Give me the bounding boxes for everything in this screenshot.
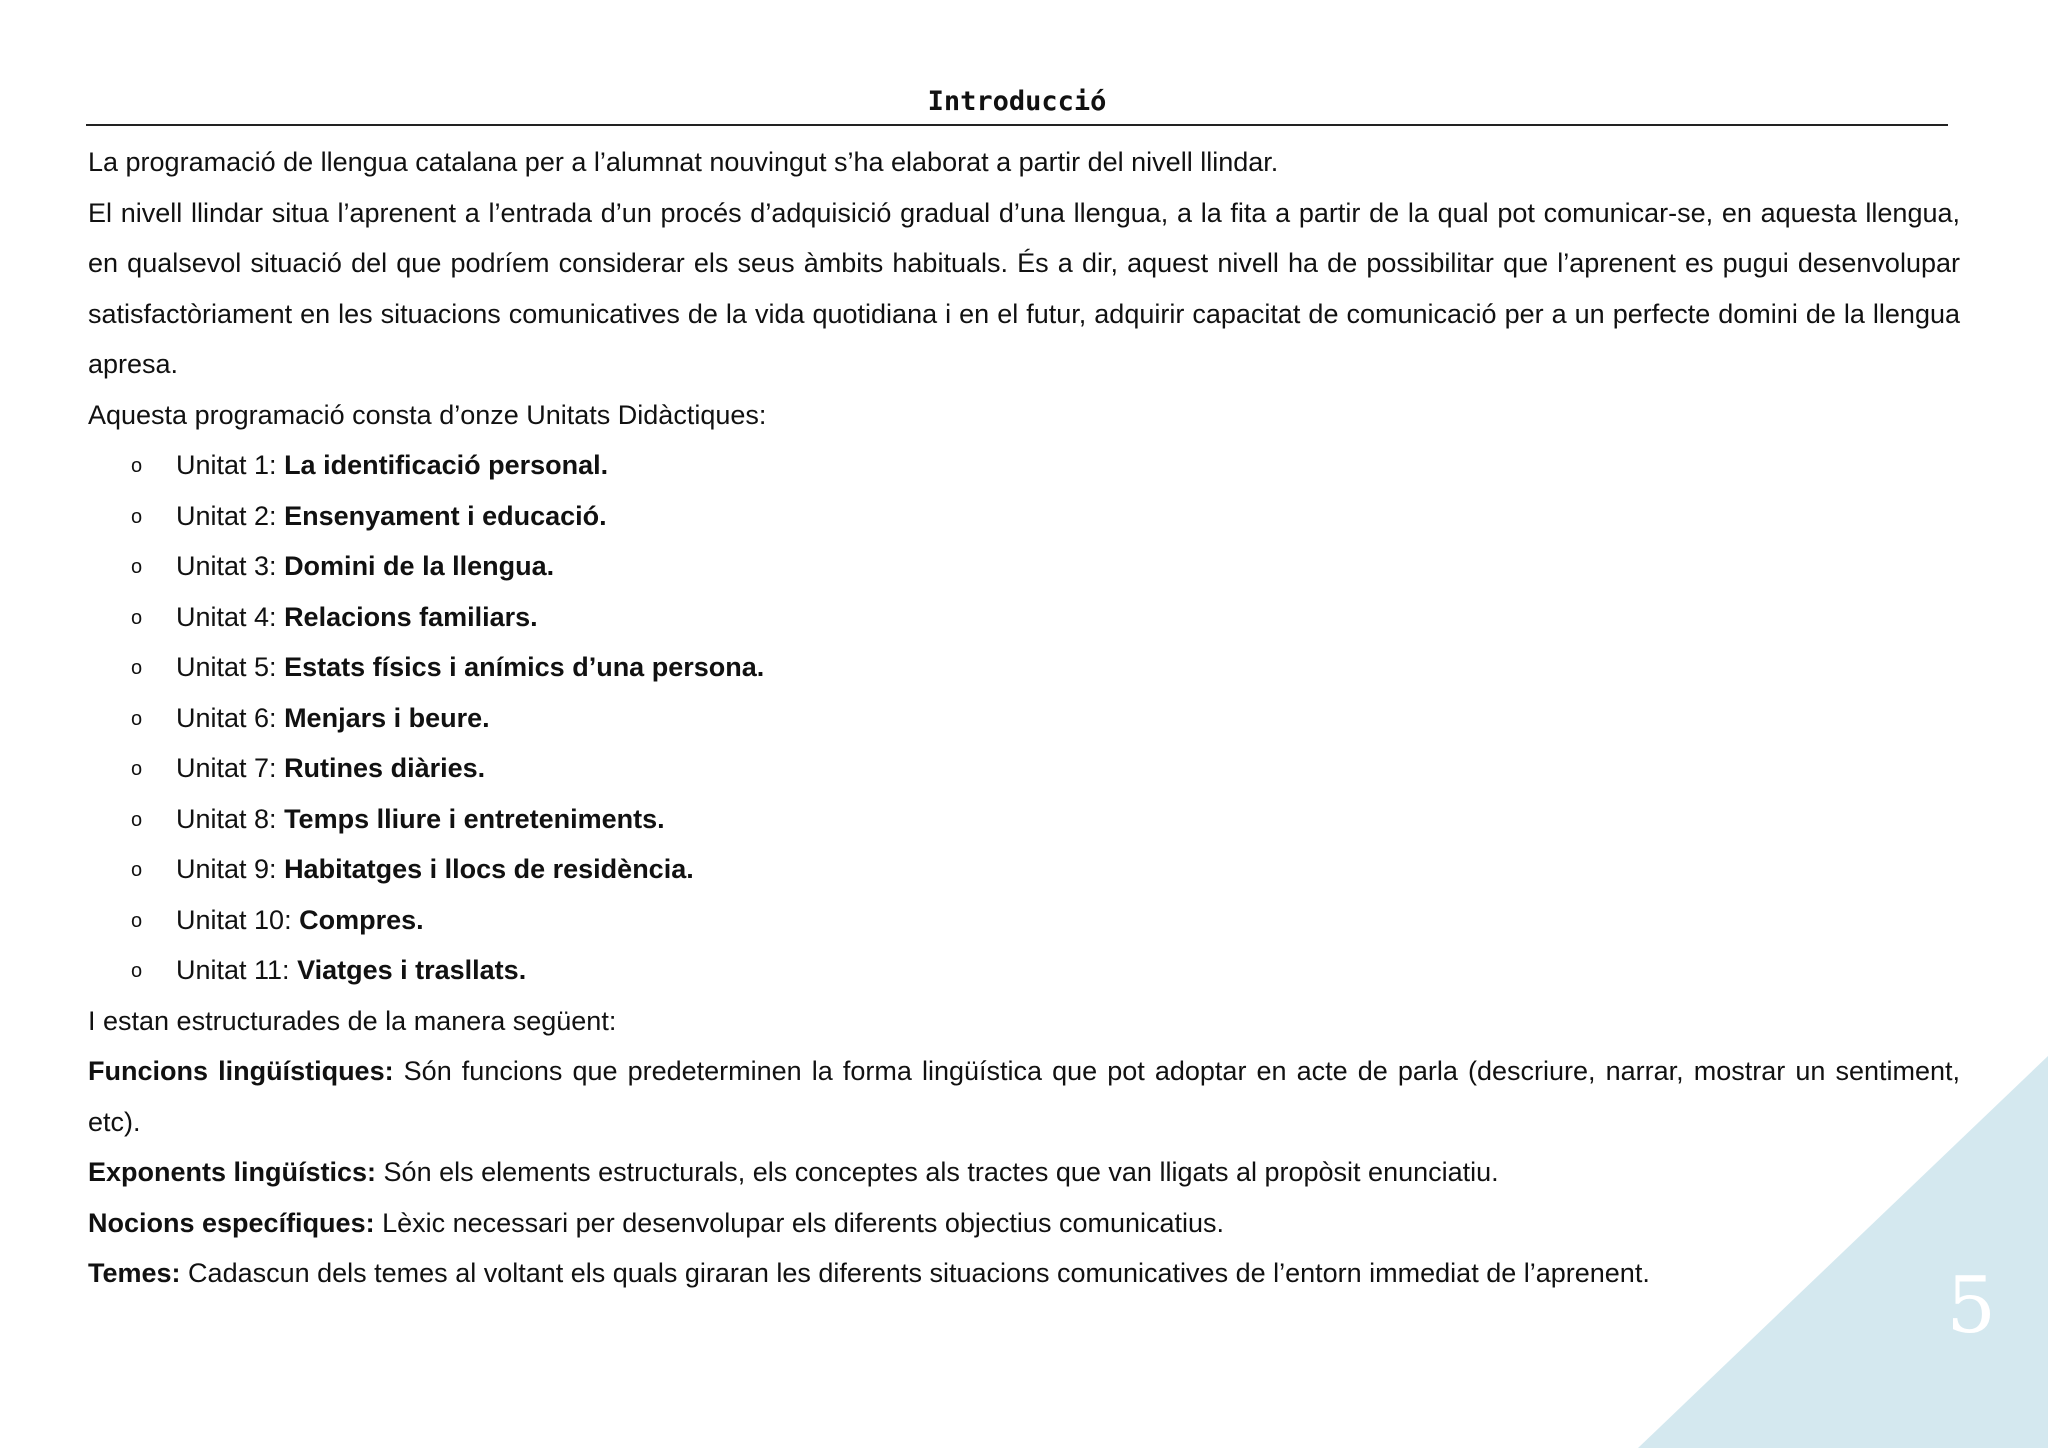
unit-label: Unitat 4: bbox=[176, 601, 285, 632]
list-item bbox=[88, 491, 1960, 542]
units-list bbox=[88, 440, 1960, 996]
unit-title: Rutines diàries. bbox=[284, 753, 486, 783]
unit-title: Habitatges i llocs de residència. bbox=[284, 854, 694, 884]
list-item bbox=[88, 895, 1960, 946]
unit-title: Menjars i beure. bbox=[284, 702, 490, 733]
page-number: 5 bbox=[1946, 1261, 1996, 1351]
bullet-icon: o bbox=[131, 455, 143, 477]
page-header bbox=[86, 88, 1948, 126]
list-item bbox=[88, 794, 1960, 845]
bullet-icon: o bbox=[131, 808, 143, 831]
definition-term: Exponents lingüístics: bbox=[88, 1157, 377, 1187]
list-item bbox=[88, 844, 1960, 895]
unit-title: Domini de la llengua. bbox=[284, 551, 555, 581]
intro-paragraph-3: Aquesta programació consta d’onze Unitats Didàctiques: bbox=[88, 399, 767, 430]
definition-nocions bbox=[88, 1198, 1960, 1249]
unit-label: Unitat 7: bbox=[176, 753, 285, 783]
header-title: Introducció bbox=[927, 86, 1107, 117]
bullet-icon: o bbox=[131, 606, 143, 629]
bullet-icon: o bbox=[131, 657, 143, 679]
unit-title: Compres. bbox=[299, 904, 424, 935]
definition-text: Són funcions que predeterminen la forma lingüística que pot adoptar en acte de parla (descriure, narrar, mostrar un sentiment, etc). bbox=[88, 1056, 1961, 1137]
list-item bbox=[88, 693, 1960, 744]
list-item bbox=[88, 592, 1960, 643]
unit-label: Unitat 2: bbox=[176, 500, 285, 531]
definition-term: Temes: bbox=[88, 1258, 181, 1288]
bullet-icon: o bbox=[131, 556, 143, 578]
definition-text: Lèxic necessari per desenvolupar els diferents objectius comunicatius. bbox=[374, 1207, 1225, 1238]
definition-funcions bbox=[88, 1046, 1960, 1147]
list-item bbox=[88, 945, 1960, 996]
list-item bbox=[88, 440, 1960, 491]
unit-title: Viatges i trasllats. bbox=[297, 955, 527, 985]
document-body bbox=[88, 137, 1960, 1299]
unit-label: Unitat 9: bbox=[176, 854, 285, 884]
bullet-icon: o bbox=[131, 859, 143, 881]
bullet-icon: o bbox=[131, 960, 143, 982]
unit-label: Unitat 11: bbox=[176, 955, 298, 985]
bullet-icon: o bbox=[131, 758, 143, 780]
bullet-icon: o bbox=[131, 909, 143, 932]
definition-text: Són els elements estructurals, els conceptes als tractes que van lligats al propòsit enunciatiu. bbox=[376, 1157, 1499, 1187]
definition-exponents bbox=[88, 1147, 1960, 1198]
unit-title: La identificació personal. bbox=[284, 450, 609, 480]
bullet-icon: o bbox=[131, 707, 143, 730]
unit-label: Unitat 10: bbox=[176, 904, 300, 935]
bullet-icon: o bbox=[131, 505, 143, 528]
list-item bbox=[88, 743, 1960, 794]
intro-paragraph-1: La programació de llengua catalana per a l’alumnat nouvingut s’ha elaborat a partir del nivell llindar. bbox=[88, 147, 1279, 177]
unit-title: Estats físics i anímics d’una persona. bbox=[284, 652, 765, 682]
list-item bbox=[88, 642, 1960, 693]
intro-paragraph-2: El nivell llindar situa l’aprenent a l’entrada d’un procés d’adquisició gradual d’una llengua, a la fita a partir de la qual pot comunicar-se, en aquesta llengua, en qualsevol situació del que podríem considerar els seus àmbits habituals. És a dir, aquest nivell ha de possibilitar que l’aprenent es pugui desenvolupar satisfactòriament en les situacions comunicatives de la vida quotidiana i en el futur, adquirir capacitat de comunicació per a un perfecte domini de la llengua apresa. bbox=[88, 197, 1960, 379]
unit-title: Relacions familiars. bbox=[284, 601, 538, 632]
definition-term: Nocions específiques: bbox=[88, 1207, 375, 1238]
unit-title: Temps lliure i entreteniments. bbox=[284, 803, 665, 834]
unit-label: Unitat 1: bbox=[176, 450, 285, 480]
structure-intro: I estan estructurades de la manera següent: bbox=[88, 1005, 617, 1036]
definition-text: Cadascun dels temes al voltant els quals giraran les diferents situacions comunicatives de l’entorn immediat de l’aprenent. bbox=[180, 1258, 1650, 1288]
definition-term: Funcions lingüístiques: bbox=[88, 1056, 394, 1086]
unit-label: Unitat 3: bbox=[176, 551, 285, 581]
unit-label: Unitat 6: bbox=[176, 702, 285, 733]
unit-label: Unitat 8: bbox=[176, 803, 285, 834]
list-item bbox=[88, 541, 1960, 592]
unit-label: Unitat 5: bbox=[176, 652, 285, 682]
unit-title: Ensenyament i educació. bbox=[284, 500, 607, 531]
definition-temes bbox=[88, 1248, 1960, 1299]
